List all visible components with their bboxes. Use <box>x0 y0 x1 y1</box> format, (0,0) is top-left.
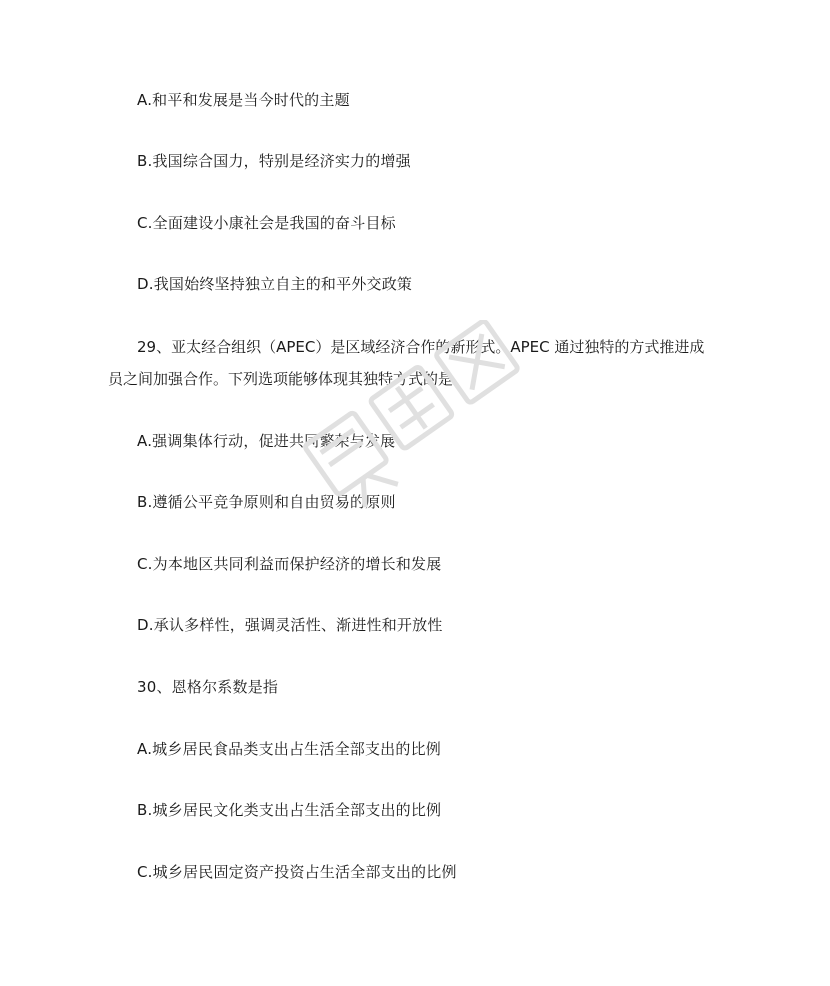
q29-stem-line1: 29、亚太经合组织（APEC）是区域经济合作的新形式。APEC 通过独特的方式推进成 <box>137 338 705 356</box>
q29-option-a: A.强调集体行动，促进共同繁荣与发展 <box>137 432 396 450</box>
q29-option-b: B.遵循公平竞争原则和自由贸易的原则 <box>137 493 396 511</box>
q29-option-c: C.为本地区共同利益而保护经济的增长和发展 <box>137 555 442 573</box>
q30-option-b: B.城乡居民文化类支出占生活全部支出的比例 <box>137 801 442 819</box>
q29-option-d: D.承认多样性，强调灵活性、渐进性和开放性 <box>137 616 443 634</box>
q29-stem-line2: 员之间加强合作。下列选项能够体现其独特方式的是 <box>108 370 454 388</box>
q28-option-d: D.我国始终坚持独立自主的和平外交政策 <box>137 275 413 293</box>
q28-option-a: A.和平和发展是当今时代的主题 <box>137 91 350 109</box>
q30-stem: 30、恩格尔系数是指 <box>137 678 279 696</box>
q28-option-b: B.我国综合国力，特别是经济实力的增强 <box>137 152 411 170</box>
q28-option-c: C.全面建设小康社会是我国的奋斗目标 <box>137 214 396 232</box>
q30-option-a: A.城乡居民食品类支出占生活全部支出的比例 <box>137 740 441 758</box>
q30-option-c: C.城乡居民固定资产投资占生活全部支出的比例 <box>137 863 457 881</box>
